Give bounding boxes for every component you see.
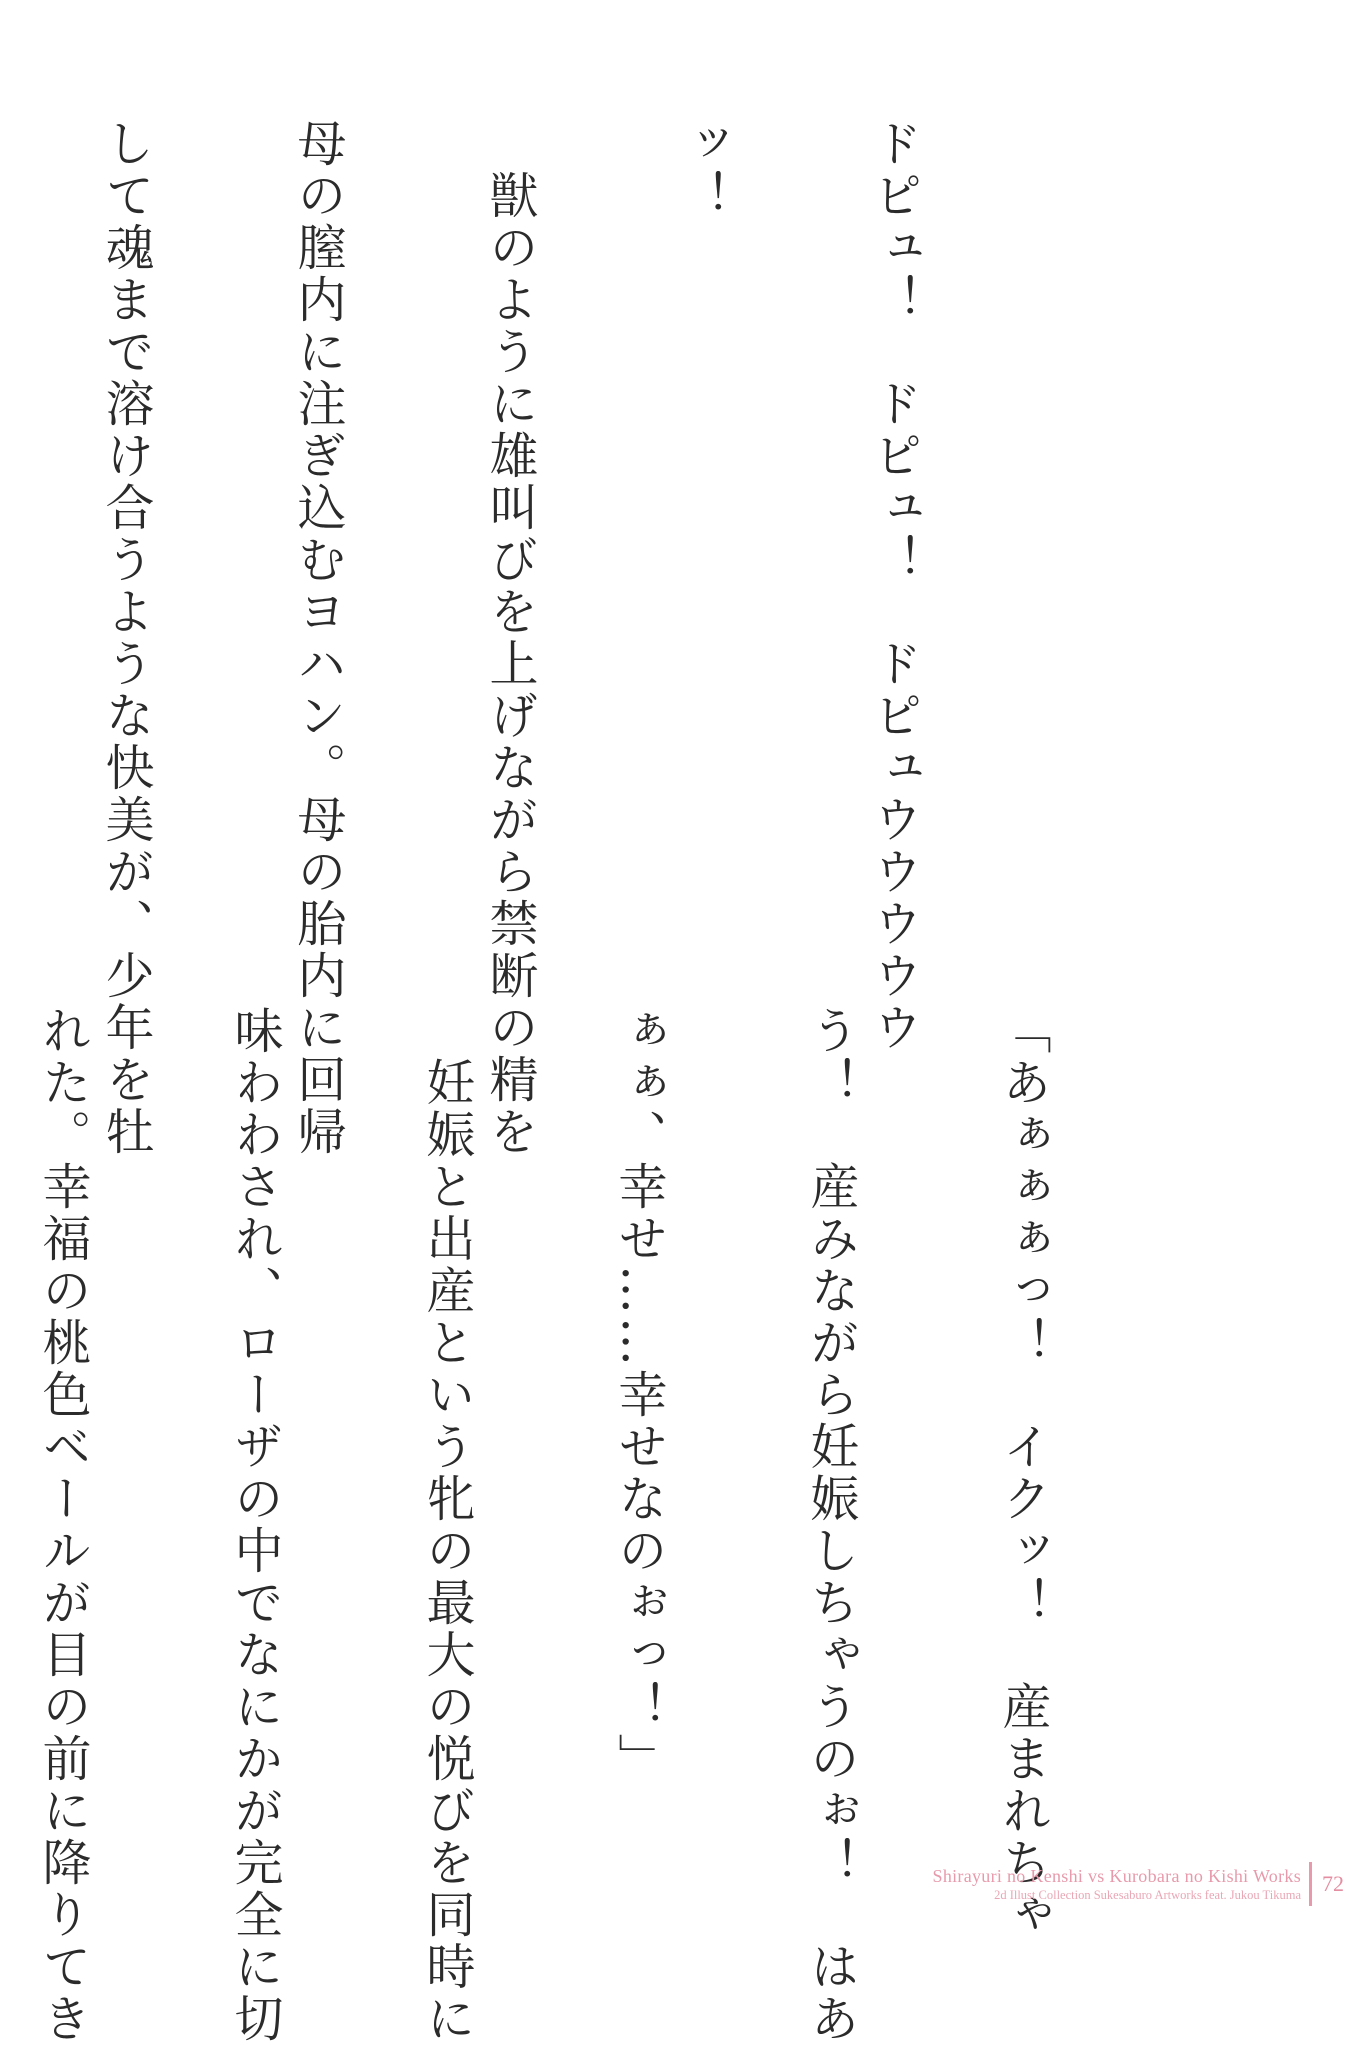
- footer-text: [933, 1862, 1309, 1906]
- text-column: ドピュ！ ドピュ！ ドピュウウウウウ: [866, 118, 923, 1054]
- text-column: ぁぁ、幸せ……幸せなのぉっ！」: [611, 1005, 668, 1785]
- text-column: れた。幸福の桃色ベールが目の前に降りてき: [35, 1005, 92, 2045]
- footer-title: Shirayuri no Kenshi vs Kurobara no Kishi Works: [932, 1865, 1301, 1886]
- text-column: う！ 産みながら妊娠しちゃうのぉ！ はあ: [803, 1005, 860, 2045]
- text-column: 「あぁぁぁっ！ イクッ！ 産まれちゃ: [995, 1005, 1052, 1941]
- upper-text-block: [0, 118, 1054, 1158]
- page-footer: [933, 1862, 1350, 1906]
- footer-subtitle: 2d Illust Collection Sukesaburo Artworks feat. Jukou Tikuma: [994, 1887, 1301, 1902]
- text-column: 妊娠と出産という牝の最大の悦びを同時に: [419, 1005, 476, 2045]
- text-column: 味わわされ、ローザの中でなにかが完全に切: [227, 1005, 284, 2045]
- page-number: 72: [1322, 1871, 1344, 1896]
- text-column: 母の膣内に注ぎ込むヨハン。母の胎内に回帰: [290, 118, 347, 1158]
- text-column: して魂まで溶け合うような快美が、少年を牡: [98, 118, 155, 1158]
- text-column: 獣のように雄叫びを上げながら禁断の精を: [482, 118, 539, 1158]
- text-column: ッ！: [674, 118, 731, 222]
